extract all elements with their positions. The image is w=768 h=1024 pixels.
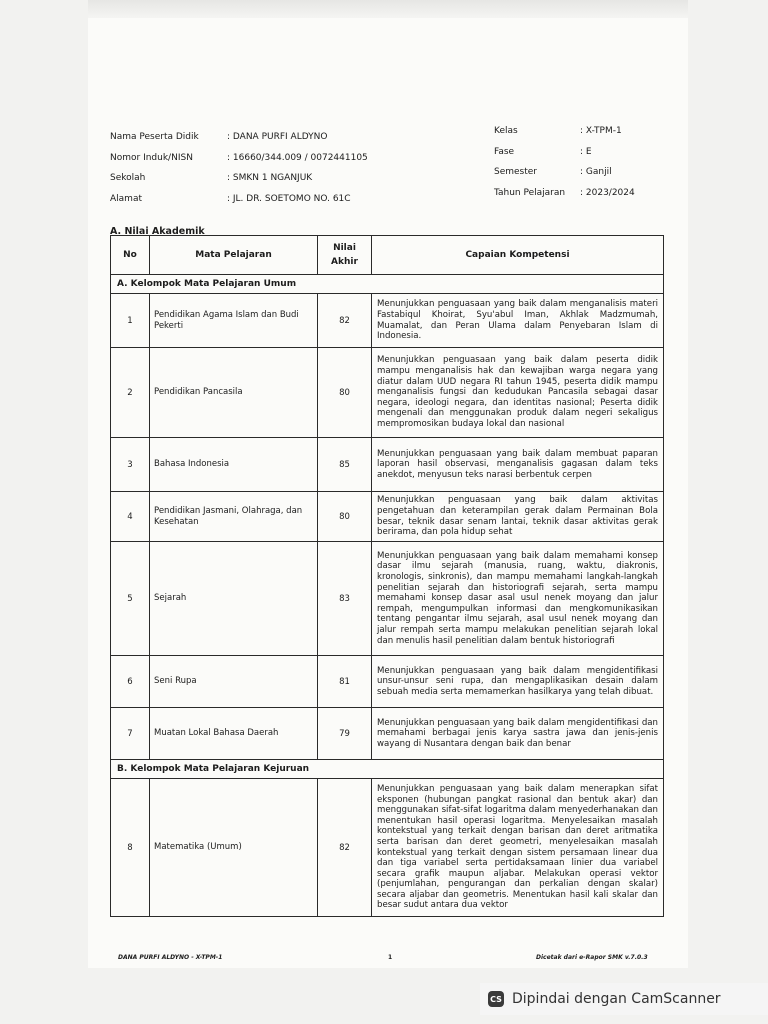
row-no: 2: [111, 348, 150, 438]
identity-label: Fase: [494, 146, 515, 157]
row-subject: Pendidikan Agama Islam dan Budi Pekerti: [150, 294, 318, 348]
row-subject: Bahasa Indonesia: [150, 438, 318, 492]
row-no: 7: [111, 708, 150, 760]
identity-label: Sekolah: [110, 173, 146, 183]
identity-row-year: [494, 183, 635, 204]
group-title: A. Kelompok Mata Pelajaran Umum: [111, 275, 664, 294]
row-competency: Menunjukkan penguasaan yang baik dalam mengidentifikasi unsur-unsur seni rupa, dan mengaplikasikan desain dalam sebuah media serta memamerkan hasilkarya yang telah dibuat.: [372, 656, 664, 708]
group-row: [111, 760, 664, 779]
identity-value: : DANA PURFI ALDYNO: [227, 132, 328, 142]
header-competency: Capaian Kompetensi: [372, 236, 664, 275]
identity-row-nisn: [110, 148, 368, 169]
identity-row-phase: [494, 142, 635, 163]
group-title: B. Kelompok Mata Pelajaran Kejuruan: [111, 760, 664, 779]
row-no: 5: [111, 542, 150, 656]
identity-value: : 2023/2024: [580, 187, 635, 198]
row-subject: Pendidikan Jasmani, Olahraga, dan Kesehatan: [150, 492, 318, 542]
identity-value: : 16660/344.009 / 0072441105: [227, 152, 368, 163]
row-score: 80: [318, 492, 372, 542]
row-competency: Menunjukkan penguasaan yang baik dalam menerapkan sifat eksponen (hubungan pangkat rasional dan bentuk akar) dan menggunakan sifat-sifat logaritma dalam menyederhanakan dan menentukan hasil operasi logaritma. Menyelesaikan masalah kontekstual yang terkait dengan barisan dan deret aritmatika serta barisan dan deret geometri, menyelesaikan masalah kontekstual yang terkait dengan sistem persamaan linear dua dan tiga variabel serta pertidaksamaan linier dua variabel secara grafik maupun aljabar. Melakukan operasi vektor (penjumlahan, pengurangan dan perkalian dengan skalar) secara aljabar dan geometris. Menentukan hasil kali skalar dan besar sudut antara dua vektor: [372, 779, 664, 917]
identity-label: Semester: [494, 167, 538, 177]
identity-value: : SMKN 1 NGANJUK: [227, 173, 313, 183]
identity-value: : Ganjil: [580, 167, 612, 177]
footer-printed-by: Dicetak dari e-Rapor SMK v.7.0.3: [536, 954, 648, 961]
row-no: 4: [111, 492, 150, 542]
group-row: [111, 275, 664, 294]
identity-label: Nomor Induk/NISN: [110, 152, 193, 163]
table-header: [111, 236, 664, 275]
identity-label: Nama Peserta Didik: [110, 132, 199, 142]
footer-student: DANA PURFI ALDYNO - X-TPM-1: [118, 954, 223, 961]
camscanner-watermark: [480, 983, 768, 1015]
row-no: 6: [111, 656, 150, 708]
row-no: 3: [111, 438, 150, 492]
row-score: 85: [318, 438, 372, 492]
row-competency: Menunjukkan penguasaan yang baik dalam peserta didik mampu menganalisis hak dan kewajiban warga negara yang diatur dalam UUD negara RI tahun 1945, peserta didik mampu menganalisis fungsi dan kedudukan Pancasila sebagai dasar negara, ideologi negara, dan identitas nasional; Peserta didik mengenali dan menggunakan produk dalam negeri sekaligus mempromosikan budaya lokal dan nasional: [372, 348, 664, 438]
identity-label: Tahun Pelajaran: [494, 187, 566, 198]
table-row: [111, 708, 664, 760]
identity-value: : X-TPM-1: [580, 126, 622, 136]
row-score: 79: [318, 708, 372, 760]
row-score: 82: [318, 294, 372, 348]
identity-value: : E: [580, 146, 592, 157]
camscanner-logo-icon: CS: [488, 991, 504, 1007]
student-identity: [110, 127, 368, 209]
row-subject: Seni Rupa: [150, 656, 318, 708]
row-no: 1: [111, 294, 150, 348]
header-score: Nilai Akhir: [318, 236, 372, 275]
identity-value: : JL. DR. SOETOMO NO. 61C: [227, 193, 351, 204]
section-title: A. Nilai Akademik: [110, 226, 205, 237]
identity-row-semester: [494, 162, 635, 183]
row-subject: Sejarah: [150, 542, 318, 656]
table-row: [111, 779, 664, 917]
header-no: No: [111, 236, 150, 275]
identity-label: Kelas: [494, 126, 518, 136]
identity-row-name: [110, 127, 368, 148]
grades-table: [110, 235, 664, 917]
row-competency: Menunjukkan penguasaan yang baik dalam menganalisis materi Fastabiqul Khoirat, Syu'abul Iman, Akhlak Madzmumah, Muamalat, dan Peran Ulama dalam Penyebaran Islam di Indonesia.: [372, 294, 664, 348]
table-row: [111, 348, 664, 438]
row-subject: Muatan Lokal Bahasa Daerah: [150, 708, 318, 760]
table-row: [111, 492, 664, 542]
row-no: 8: [111, 779, 150, 917]
row-competency: Menunjukkan penguasaan yang baik dalam aktivitas pengetahuan dan keterampilan gerak dalam Permainan Bola besar, teknik dasar senam lantai, teknik dasar aktivitas gerak berirama, dan pola hidup sehat: [372, 492, 664, 542]
row-competency: Menunjukkan penguasaan yang baik dalam membuat paparan laporan hasil observasi, menganalisis gagasan dalam teks anekdot, menyusun teks narasi berbentuk cerpen: [372, 438, 664, 492]
table-row: [111, 656, 664, 708]
row-score: 82: [318, 779, 372, 917]
class-identity: [494, 121, 635, 203]
table-row: [111, 438, 664, 492]
footer-page-number: 1: [388, 954, 393, 961]
identity-row-school: [110, 168, 368, 189]
row-score: 81: [318, 656, 372, 708]
row-competency: Menunjukkan penguasaan yang baik dalam memahami konsep dasar ilmu sejarah (manusia, ruang, waktu, diakronis, kronologis, sinkronis), dan mampu memahami langkah-langkah penelitian sejarah dan historiografi sejarah, serta mampu memahami konsep dasar asal usul nenek moyang dan jalur rempah, mengumpulkan informasi dan mengkomunikasikan tentang pengantar ilmu sejarah, asal usul nenek moyang dan jalur rempah serta mampu melakukan penelitian sejarah lokal dan menulis hasil penelitian dalam bentuk historiografi: [372, 542, 664, 656]
identity-label: Alamat: [110, 193, 142, 204]
row-subject: Matematika (Umum): [150, 779, 318, 917]
table-row: [111, 542, 664, 656]
table-row: [111, 294, 664, 348]
row-competency: Menunjukkan penguasaan yang baik dalam mengidentifikasi dan memahami berbagai jenis karya sastra jawa dan jenis-jenis wayang di Nusantara dengan baik dan benar: [372, 708, 664, 760]
camscanner-text: Dipindai dengan CamScanner: [512, 991, 721, 1007]
row-score: 80: [318, 348, 372, 438]
row-score: 83: [318, 542, 372, 656]
header-subject: Mata Pelajaran: [150, 236, 318, 275]
row-subject: Pendidikan Pancasila: [150, 348, 318, 438]
identity-row-class: [494, 121, 635, 142]
identity-row-address: [110, 189, 368, 210]
